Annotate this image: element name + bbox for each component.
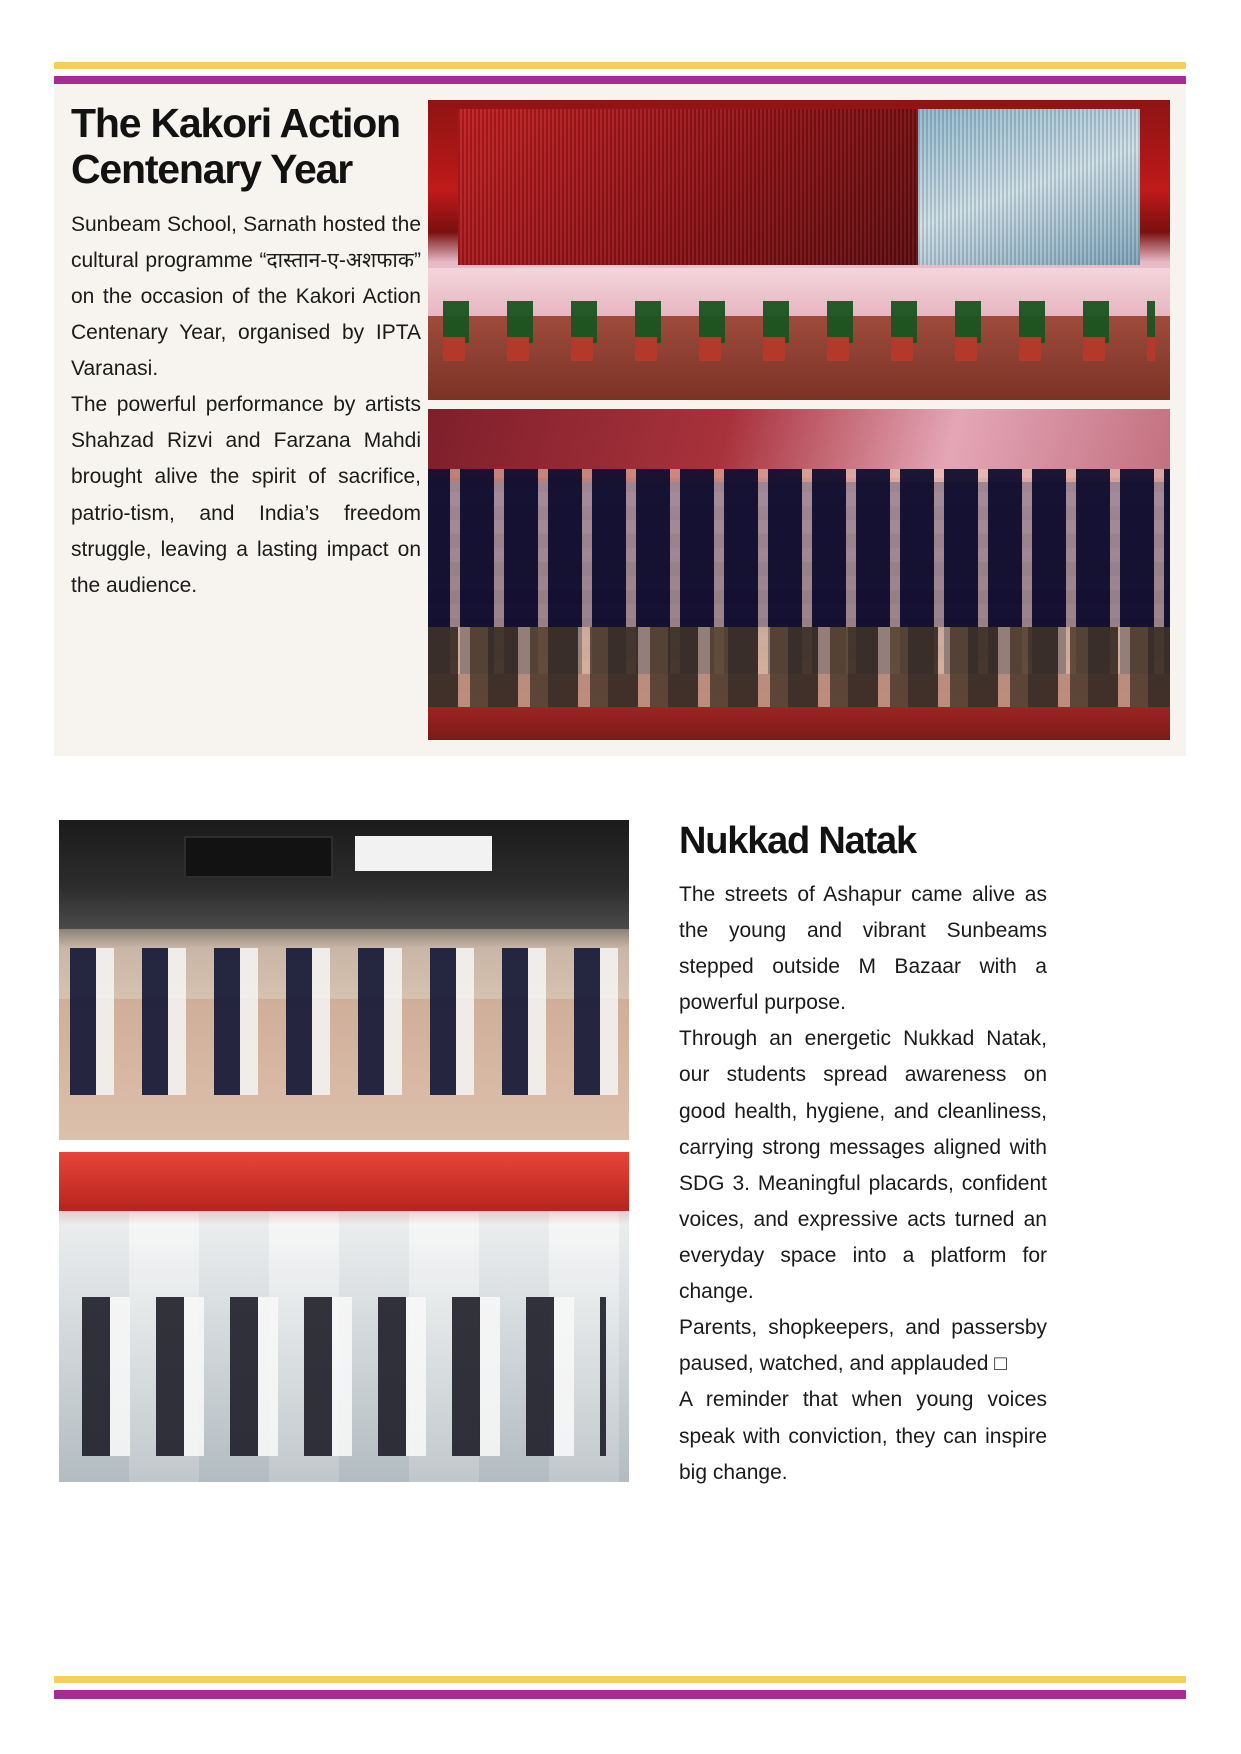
kakori-headline: The Kakori Action Centenary Year <box>71 100 400 193</box>
potted-plants-pots <box>443 337 1155 361</box>
red-awning <box>59 1152 629 1211</box>
rule-spacer <box>54 1683 1186 1690</box>
shop-facade <box>59 820 629 929</box>
led-screen-right <box>918 109 1141 265</box>
nukkad-paragraph-3: Parents, shopkeepers, and passersby paused, watched, and applauded □ <box>679 1316 1047 1376</box>
led-screen-left <box>458 109 933 265</box>
bottom-rule-group <box>54 1676 1186 1699</box>
nukkad-natak-text-column <box>679 820 1047 1491</box>
kakori-paragraph-2: The powerful performance by artists Shahzad Rizvi and Farzana Mahdi brought alive the spirit of sacrifice, patrio-tism, and India’s freedom struggle, leaving a lasting impact on the audience. <box>71 393 421 597</box>
silk-collection-sign <box>355 836 492 871</box>
kakori-text-column <box>71 100 421 604</box>
street-play-photo <box>59 820 629 1140</box>
mall-entrance-group-photo <box>59 1152 629 1482</box>
students-and-teachers-row <box>82 1297 606 1455</box>
nukkad-paragraph-2: Through an energetic Nukkad Natak, our students spread awareness on good health, hygiene, and cleanliness, carrying strong messages aligned with SDG 3. Meaningful placards, confident voices, and expressive acts turned an everyday space into a platform for change. <box>679 1027 1047 1304</box>
red-carpet <box>428 707 1170 740</box>
article-kakori-action-centenary-year <box>54 84 1186 756</box>
top-gold-rule <box>54 62 1186 69</box>
article-nukkad-natak <box>0 810 1241 1530</box>
nukkad-natak-headline: Nukkad Natak <box>679 820 916 862</box>
nukkad-paragraph-4: A reminder that when young voices speak with conviction, they can inspire big change. <box>679 1388 1047 1484</box>
nukkad-paragraph-1: The streets of Ashapur came alive as the young and vibrant Sunbeams stepped outside M Bazaar with a powerful purpose. <box>679 882 1047 1015</box>
action-showroom-sign <box>184 836 332 878</box>
kakori-paragraph-1: Sunbeam School, Sarnath hosted the cultural programme “दास्तान-ए-अशफाक” on the occasion of the Kakori Action Centenary Year, organised by IPTA Varanasi. <box>71 212 421 381</box>
seated-guests-row <box>428 627 1170 713</box>
bottom-purple-rule <box>54 1690 1186 1699</box>
bottom-gold-rule <box>54 1676 1186 1683</box>
rule-spacer <box>54 69 1186 76</box>
stage-performance-photo <box>428 100 1170 400</box>
students-with-placards <box>70 948 617 1095</box>
top-rule-group <box>54 62 1186 85</box>
group-photograph <box>428 409 1170 740</box>
